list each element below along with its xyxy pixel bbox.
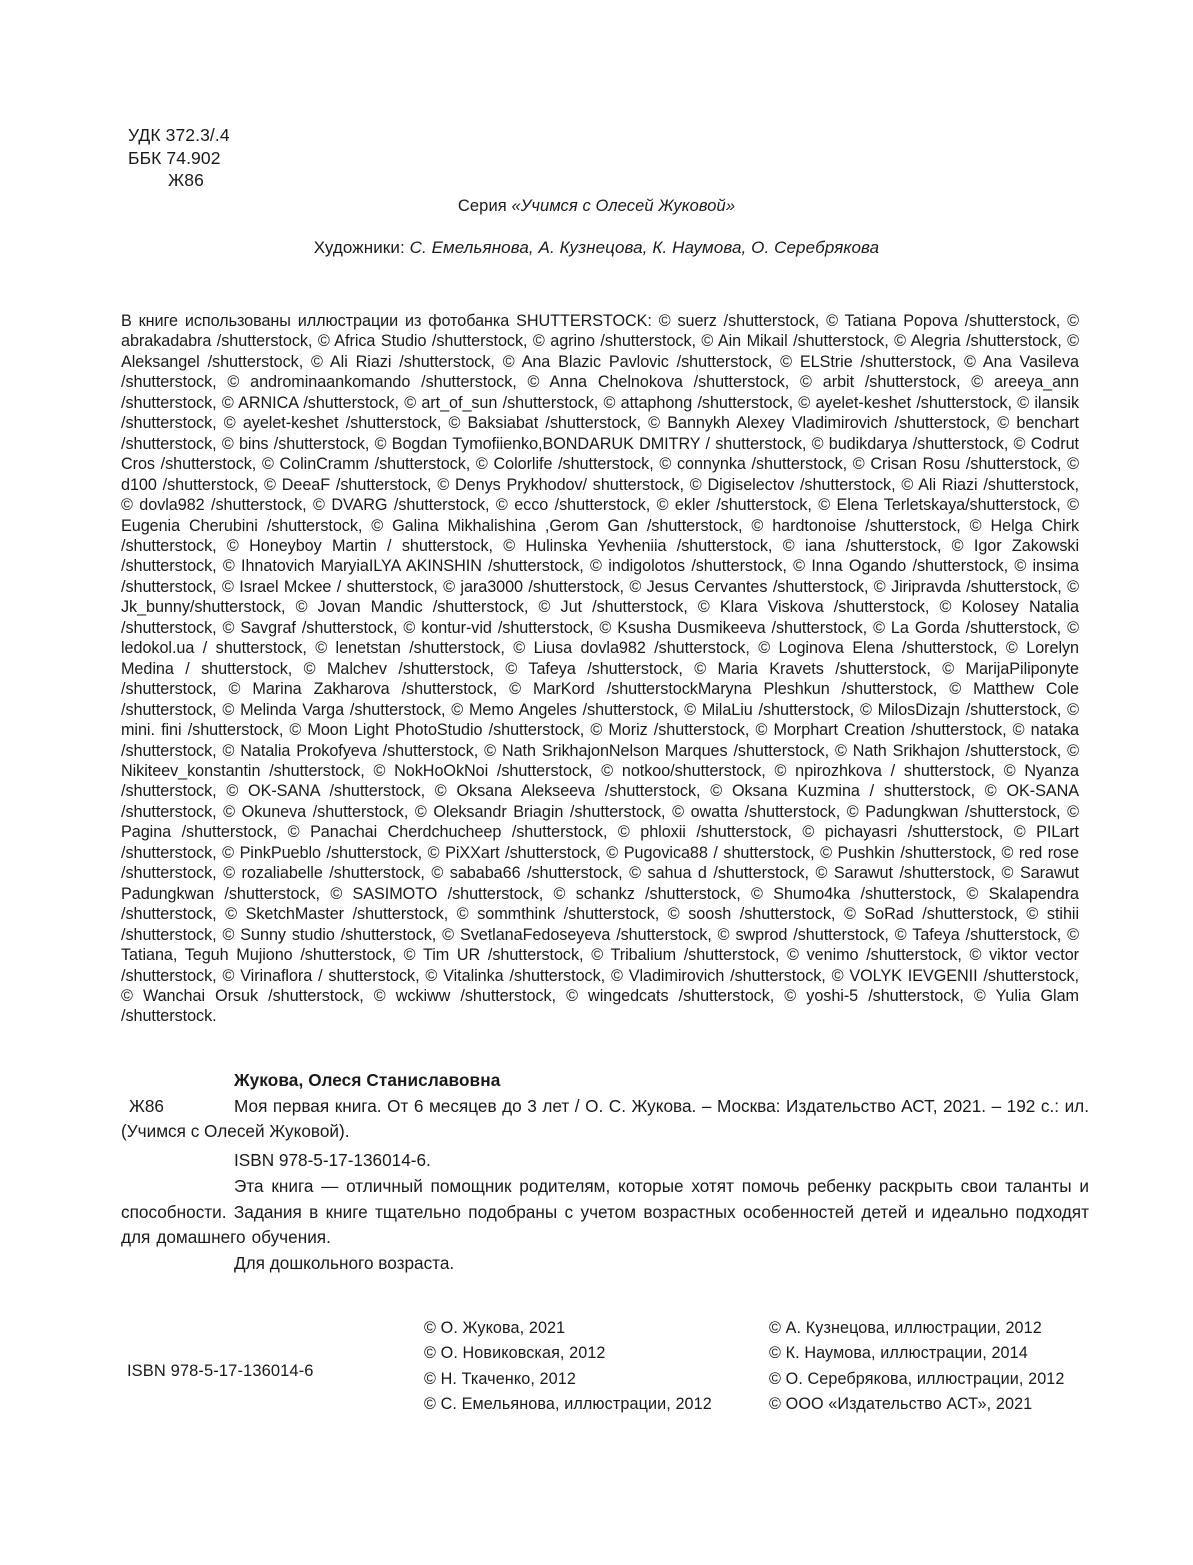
artists-label: Художники: <box>313 238 410 257</box>
annotation-isbn: ISBN 978-5-17-136014-6. <box>234 1150 431 1170</box>
biblio-author-mark: Ж86 <box>129 1096 164 1116</box>
copyright-item: © А. Кузнецова, иллюстрации, 2012 <box>769 1319 1042 1337</box>
annotation-block <box>121 1148 1089 1277</box>
copyright-item: © С. Емельянова, иллюстрации, 2012 <box>424 1395 712 1414</box>
series-title: «Учимся с Олесей Жуковой» <box>511 197 736 215</box>
copyright-item: © ООО «Издательство АСТ», 2021 <box>769 1395 1033 1414</box>
biblio-author-name: Жукова, Олеся Станиславовна <box>234 1070 501 1090</box>
copyright-item: © О. Новиковская, 2012 <box>424 1344 606 1363</box>
annotation-paragraph: Эта книга — отличный помощник родителям, которые хотят помочь ребенку раскрыть свои таланты и способности. Задания в книге тщательно подобраны с учетом возрастных особенностей детей и идеально подходят для домашнего обучения. <box>121 1175 1089 1248</box>
isbn-bottom: ISBN 978-5-17-136014-6 <box>127 1362 314 1380</box>
bibliographic-record <box>121 1068 1089 1145</box>
copyright-column-left <box>424 1316 712 1418</box>
udk-code: УДК 372.3/.4 <box>128 125 230 145</box>
bbk-code: ББК 74.902 <box>128 147 221 168</box>
annotation-audience: Для дошкольного возраста. <box>234 1253 455 1274</box>
biblio-description: Моя первая книга. От 6 месяцев до 3 лет / О. С. Жукова. – Москва: Издательство АСТ, 2021. – 192 с.: ил. (Учимся с Олесей Жуковой). <box>121 1095 1089 1142</box>
series-label: Серия <box>457 197 512 215</box>
classification-codes <box>128 124 230 192</box>
artists-line <box>0 238 1193 258</box>
shutterstock-credits-block: В книге использованы иллюстрации из фотобанка SHUTTERSTOCK: © suerz /shutterstock, © Tatiana Popova /shutterstock, © abrakadabra /shutterstock, © Africa Studio /shutterstock, © agrino /shutterstock, © Ain Mikail /shutterstock, © Alegria /shutterstock, © Aleksangel /shutterstock, © Ali Riazi /shutterstock, © Ana Blazic Pavlovic /shutterstock, © ELStrie /shutterstock, © Ana Vasileva /shutterstock, © androminaankomando /shutterstock, © Anna Chelnokova /shutterstock, © arbit /shutterstock, © areeya_ann /shutterstock, © ARNICA /shutterstock, © art_of_sun /shutterstock, © attaphong /shutterstock, © ayelet-keshet /shutterstock, © ilansik /shutterstock, © ayelet-keshet /shutterstock, © Baksiabat /shutterstock, © Bannykh Alexey Vladimirovich /shutterstock, © benchart /shutterstock, © bins /shutterstock, © Bogdan Tymofiienko,BONDARUK DMITRY / shutterstock, © budikdarya /shutterstock, © Codrut Cros /shutterstock, © ColinCramm /shutterstock, © Colorlife /shutterstock, © connynka /shutterstock, © Crisan Rosu /shutterstock, © d100 /shutterstock, © DeeaF /shutterstock, © Denys Prykhodov/ shutterstock, © Digiselectov /shutterstock, © Ali Riazi /shutterstock, © dovla982 /shutterstock, © DVARG /shutterstock, © ecco /shutterstock, © ekler /shutterstock, © Elena Terletskaya/shutterstock, © Eugenia Cherubini /shutterstock, © Galina Mikhalishina ,Gerom Gan /shutterstock, © hardtonoise /shutterstock, © Helga Chirk /shutterstock, © Honeyboy Martin / shutterstock, © Hulinska Yevheniia /shutterstock, © iana /shutterstock, © Igor Zakowski /shutterstock, © Ihnatovich MaryiaILYA AKINSHIN /shutterstock, © indigolotos /shutterstock, © Inna Ogando /shutterstock, © insima /shutterstock, © Israel Mckee / shutterstock, © jara3000 /shutterstock, © Jesus Cervantes /shutterstock, © Jiripravda /shutterstock, © Jk_bunny/shutterstock, © Jovan Mandic /shutterstock, © Jut /shutterstock, © Klara Viskova /shutterstock, © Kolosey Natalia /shutterstock, © Savgraf /shutterstock, © kontur-vid /shutterstock, © Ksusha Dusmikeeva /shutterstock, © La Gorda /shutterstock, © ledokol.ua / shutterstock, © lenetstan /shutterstock, © Liusa dovla982 /shutterstock, © Loginova Elena /shutterstock, © Lorelyn Medina / shutterstock, © Malchev /shutterstock, © Tafeya /shutterstock, © Maria Kravets /shutterstock, © MarijaPiliponyte /shutterstock, © Marina Zakharova /shutterstock, © MarKord /shutterstockMaryna Pleshkun /shutterstock, © Matthew Cole /shutterstock, © Melinda Varga /shutterstock, © Memo Angeles /shutterstock, © MilaLiu /shutterstock, © MilosDizajn /shutterstock, © mini. fini /shutterstock, © Moon Light PhotoStudio /shutterstock, © Moriz /shutterstock, © Morphart Creation /shutterstock, © nataka /shutterstock, © Natalia Prokofyeva /shutterstock, © Nath SrikhajonNelson Marques /shutterstock, © Nath Srikhajon /shutterstock, © Nikiteev_konstantin /shutterstock, © NokHoOkNoi /shutterstock, © notkoo/shutterstock, © npirozhkova / shutterstock, © Nyanza /shutterstock, © OK-SANA /shutterstock, © Oksana Alekseeva /shutterstock, © Oksana Kuzmina / shutterstock, © OK-SANA /shutterstock, © Okuneva /shutterstock, © Oleksandr Briagin /shutterstock, © owatta /shutterstock, © Padungkwan /shutterstock, © Pagina /shutterstock, © Panachai Cherdchucheep /shutterstock, © phloxii /shutterstock, © pichayasri /shutterstock, © PILart /shutterstock, © PinkPueblo /shutterstock, © PiXXart /shutterstock, © Pugovica88 / shutterstock, © Pushkin /shutterstock, © red rose /shutterstock, © rozaliabelle /shutterstock, © sababa66 /shutterstock, © sahua d /shutterstock, © Sarawut /shutterstock, © Sarawut Padungkwan /shutterstock, © SASIMOTO /shutterstock, © schankz /shutterstock, © Shumo4ka /shutterstock, © Skalapendra /shutterstock, © SketchMaster /shutterstock, © sommthink /shutterstock, © soosh /shutterstock, © SoRad /shutterstock, © stihii /shutterstock, © Sunny studio /shutterstock, © SvetlanaFedoseyeva /shutterstock, © swprod /shutterstock, © Tafeya /shutterstock, © Tatiana, Teguh Mujiono /shutterstock, © Tim UR /shutterstock, © Tribalium /shutterstock, © venimo /shutterstock, © viktor vector /shutterstock, © Virinaflora / shutterstock, © Vitalinka /shutterstock, © Vladimirovich /shutterstock, © VOLYK IEVGENII /shutterstock, © Wanchai Orsuk /shutterstock, © wckiww /shutterstock, © wingedcats /shutterstock, © yoshi-5 /shutterstock, © Yulia Glam /shutterstock. <box>121 312 1079 1026</box>
copyright-item: © К. Наумова, иллюстрации, 2014 <box>769 1344 1028 1363</box>
copyright-item: © Н. Ткаченко, 2012 <box>424 1369 576 1388</box>
copyright-item: © О. Жукова, 2021 <box>424 1319 566 1337</box>
copyright-item: © О. Серебрякова, иллюстрации, 2012 <box>769 1369 1065 1388</box>
artists-names: С. Емельянова, А. Кузнецова, К. Наумова, О. Серебрякова <box>409 238 880 257</box>
series-line <box>0 197 1193 216</box>
author-mark-code: Ж86 <box>168 170 204 190</box>
copyright-column-right <box>769 1316 1065 1418</box>
